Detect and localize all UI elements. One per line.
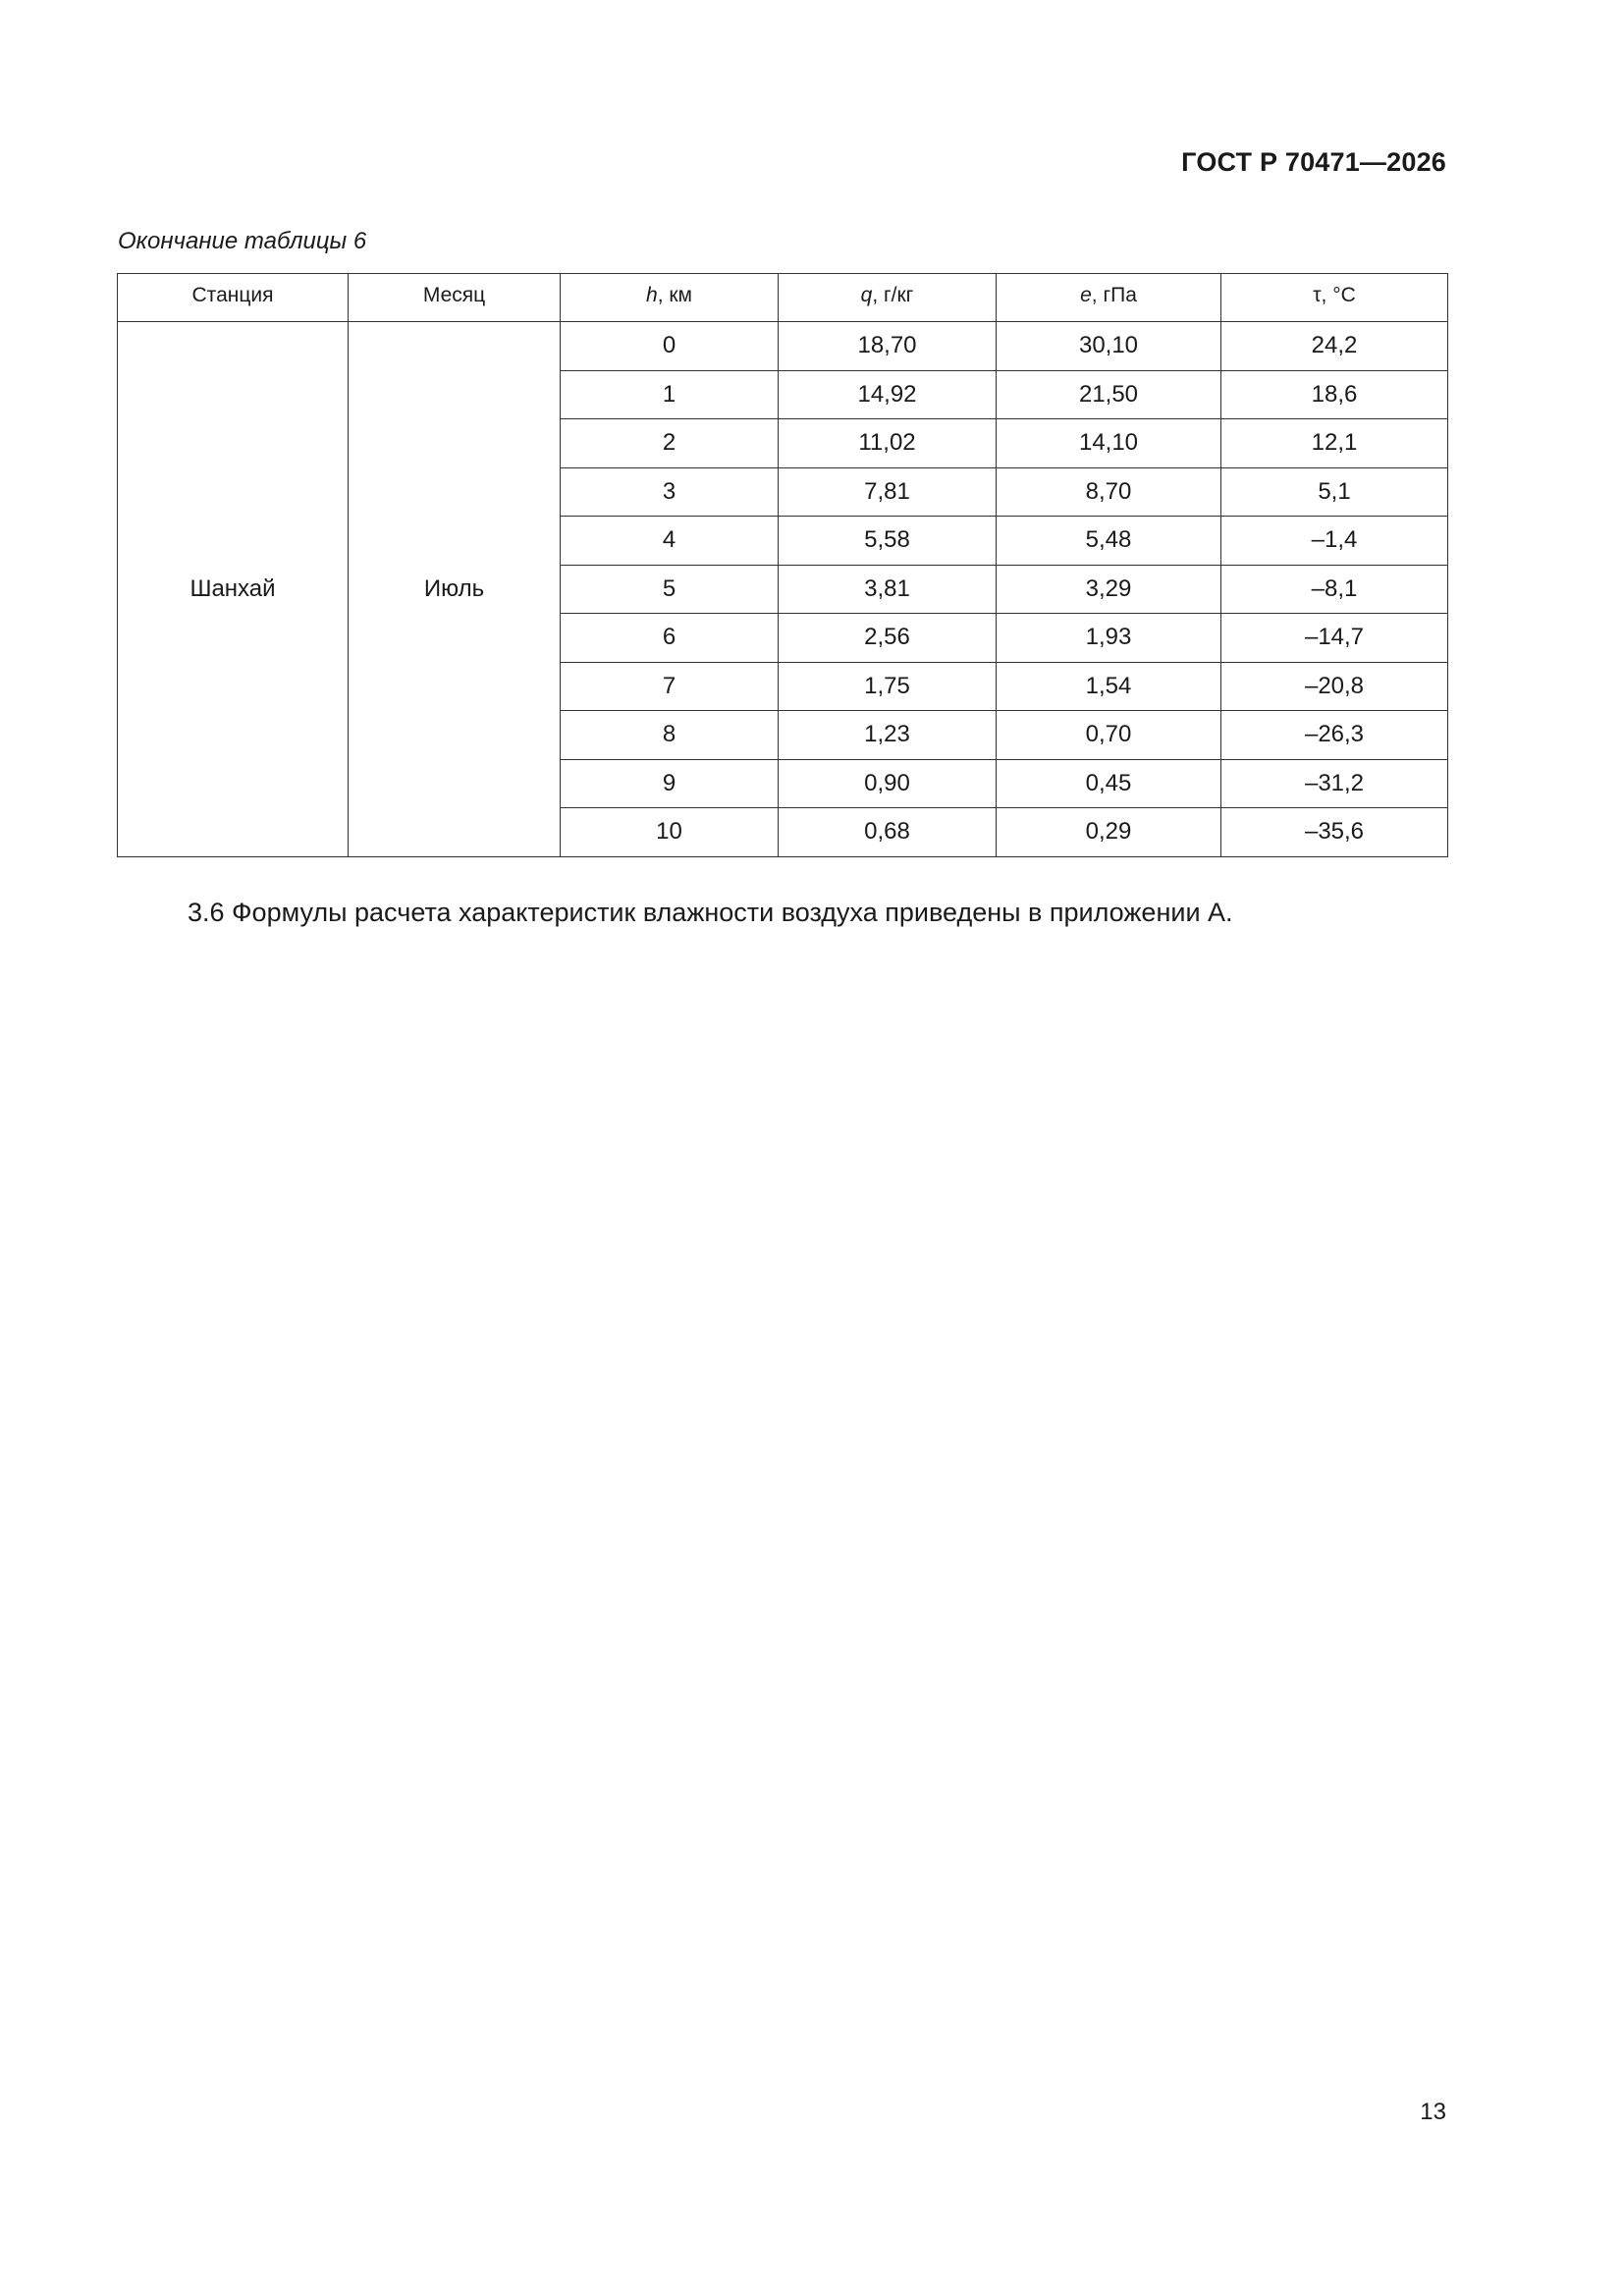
- tau-cell: –8,1: [1221, 565, 1448, 614]
- q-cell: 0,90: [779, 759, 997, 808]
- e-cell: 0,45: [997, 759, 1221, 808]
- header-specific-humidity: q, г/кг: [779, 274, 997, 318]
- q-cell: 1,23: [779, 711, 997, 760]
- tau-cell: –14,7: [1221, 614, 1448, 663]
- tau-cell: 12,1: [1221, 419, 1448, 468]
- data-table: [117, 273, 1448, 857]
- document-id-header: ГОСТ Р 70471—2026: [1181, 147, 1446, 177]
- page-number: 13: [1420, 2099, 1446, 2125]
- height-cell: 10: [561, 808, 779, 857]
- tau-cell: –20,8: [1221, 662, 1448, 711]
- header-month: Месяц: [349, 274, 561, 318]
- header-height: h, км: [561, 274, 779, 318]
- height-cell: 4: [561, 517, 779, 566]
- height-cell: 6: [561, 614, 779, 663]
- height-cell: 8: [561, 711, 779, 760]
- height-cell: 2: [561, 419, 779, 468]
- tau-cell: 18,6: [1221, 370, 1448, 419]
- e-cell: 0,70: [997, 711, 1221, 760]
- tau-cell: –1,4: [1221, 517, 1448, 566]
- e-cell: 30,10: [997, 322, 1221, 371]
- tau-cell: 24,2: [1221, 322, 1448, 371]
- header-station: Станция: [118, 274, 349, 318]
- height-cell: 3: [561, 467, 779, 517]
- e-cell: 3,29: [997, 565, 1221, 614]
- tau-cell: –26,3: [1221, 711, 1448, 760]
- e-cell: 8,70: [997, 467, 1221, 517]
- q-cell: 5,58: [779, 517, 997, 566]
- q-cell: 3,81: [779, 565, 997, 614]
- e-cell: 21,50: [997, 370, 1221, 419]
- height-cell: 9: [561, 759, 779, 808]
- q-cell: 11,02: [779, 419, 997, 468]
- tau-cell: –31,2: [1221, 759, 1448, 808]
- station-cell: Шанхай: [118, 322, 349, 857]
- tau-cell: 5,1: [1221, 467, 1448, 517]
- q-cell: 18,70: [779, 322, 997, 371]
- header-vapor-pressure: e, гПа: [997, 274, 1221, 318]
- header-dew-point: τ, °C: [1221, 274, 1448, 318]
- q-cell: 7,81: [779, 467, 997, 517]
- table-row: [118, 322, 1448, 371]
- section-paragraph: 3.6 Формулы расчета характеристик влажности воздуха приведены в приложении А.: [188, 898, 1233, 927]
- height-cell: 1: [561, 370, 779, 419]
- height-cell: 5: [561, 565, 779, 614]
- q-cell: 0,68: [779, 808, 997, 857]
- q-cell: 1,75: [779, 662, 997, 711]
- table-header-row: [118, 274, 1448, 318]
- e-cell: 1,93: [997, 614, 1221, 663]
- height-cell: 0: [561, 322, 779, 371]
- e-cell: 1,54: [997, 662, 1221, 711]
- month-cell: Июль: [349, 322, 561, 857]
- q-cell: 14,92: [779, 370, 997, 419]
- tau-cell: –35,6: [1221, 808, 1448, 857]
- q-cell: 2,56: [779, 614, 997, 663]
- table-caption: Окончание таблицы 6: [118, 228, 367, 254]
- e-cell: 5,48: [997, 517, 1221, 566]
- height-cell: 7: [561, 662, 779, 711]
- e-cell: 14,10: [997, 419, 1221, 468]
- e-cell: 0,29: [997, 808, 1221, 857]
